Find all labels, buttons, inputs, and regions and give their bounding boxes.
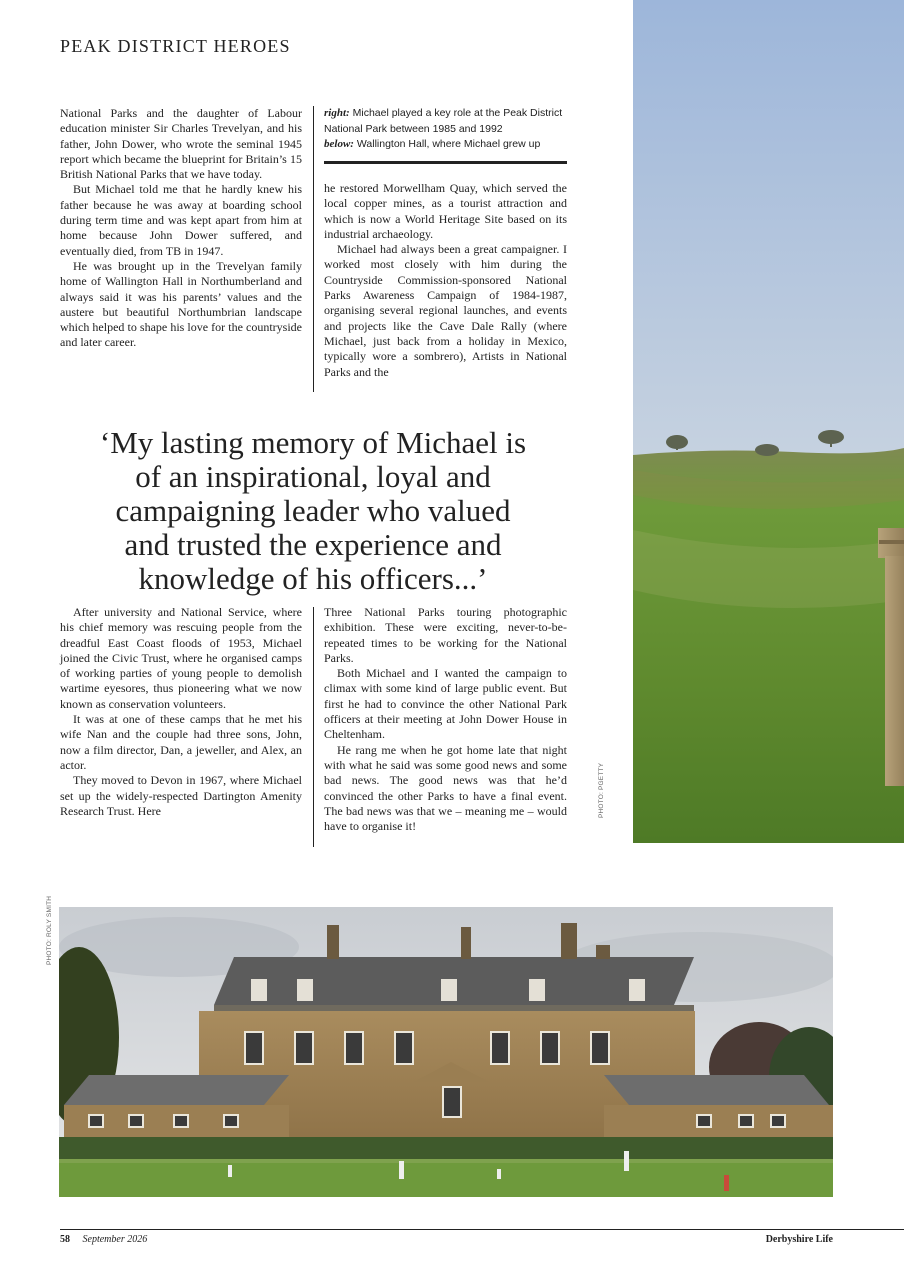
peak-landscape-photo <box>633 0 904 843</box>
caption-below-text: Wallington Hall, where Michael grew up <box>356 138 541 150</box>
article-column-1-top <box>60 106 302 351</box>
caption-below <box>324 137 568 153</box>
paragraph: Three National Parks touring photographic exhibition. These were exciting, never-to-be-repeated times to be working for the National Parks. <box>324 605 567 665</box>
column-divider <box>313 106 314 392</box>
paragraph: Michael had always been a great campaigner. I worked most closely with him during the Countryside Commission-sponsored National Parks Awareness Campaign of 1984-1987, organising several regional launches, and events and projects like the Cave Dale Rally (where Michael, just back from a holiday in Mexico, typically wore a sombrero), Artists in National Parks and the <box>324 242 567 379</box>
hall-illustration <box>59 907 833 1197</box>
issue-date: September 2026 <box>82 1234 148 1245</box>
caption-rule <box>324 161 567 164</box>
paragraph: But Michael told me that he hardly knew his father because he was away at boarding school during term time and was kept apart from him at home because John Dower suffered, and eventually died, from TB in 1947. <box>60 182 302 258</box>
wallington-hall-photo <box>59 907 833 1197</box>
photo-captions <box>324 106 568 153</box>
photo-credit-bottom: PHOTO: ROLY SMITH <box>46 895 53 965</box>
footer-rule <box>60 1229 904 1230</box>
paragraph: he restored Morwellham Quay, which served the local copper mines, as a tourist attraction and which is now a World Heritage Site based on its industrial archaeology. <box>324 181 567 241</box>
photo-credit-right: PHOTO: PGETTY <box>598 762 605 818</box>
pull-quote: ‘My lasting memory of Michael is of an inspirational, loyal and campaigning leader who valued and trusted the experience and knowledge of his officers...’ <box>99 425 527 596</box>
article-column-2-bottom <box>324 605 567 834</box>
caption-below-label: below: <box>324 138 354 150</box>
article-column-1-bottom <box>60 605 302 819</box>
paragraph: They moved to Devon in 1967, where Michael set up the widely-respected Dartington Amenity Research Trust. Here <box>60 773 302 818</box>
caption-right-text: Michael played a key role at the Peak District National Park between 1985 and 1992 <box>324 107 563 135</box>
caption-right <box>324 106 568 137</box>
landscape-illustration <box>633 0 904 843</box>
paragraph: He rang me when he got home late that night with what he said was some good news and some bad news. The good news was that he’d convinced the other Parks to have a final event. The bad news was that we – meaning me – would have to organise it! <box>324 742 567 834</box>
publication-name: Derbyshire Life <box>765 1234 833 1245</box>
paragraph: It was at one of these camps that he met his wife Nan and the couple had three sons, John, now a film director, Dan, a jeweller, and Alex, an actor. <box>60 712 302 772</box>
paragraph: Both Michael and I wanted the campaign to climax with some kind of large public event. But first he had to convince the other National Park officers at their meeting at John Dower House in Cheltenham. <box>324 666 567 742</box>
paragraph: After university and National Service, where his chief memory was rescuing people from the dreadful East Coast floods of 1953, Michael joined the Civic Trust, where he organised camps of working parties of young people to demolish wartime eyesores, thus pioneering what we now known as conservation volunteers. <box>60 605 302 711</box>
column-divider <box>313 607 314 847</box>
paragraph: He was brought up in the Trevelyan family home of Wallington Hall in Northumberland and always said it was his parents’ values and the austere but beautiful Northumbrian landscape which helped to shape his love for the countryside and later career. <box>60 258 302 350</box>
paragraph: National Parks and the daughter of Labour education minister Sir Charles Trevelyan, and his father, John Dower, who wrote the seminal 1945 report which became the blueprint for Britain’s 15 British National Parks that we have today. <box>60 106 302 182</box>
footer-page-info <box>60 1234 147 1245</box>
section-title: PEAK DISTRICT HEROES <box>60 36 291 56</box>
page-number: 58 <box>60 1234 70 1245</box>
caption-right-label: right: <box>324 107 350 119</box>
article-column-2-top <box>324 181 567 380</box>
